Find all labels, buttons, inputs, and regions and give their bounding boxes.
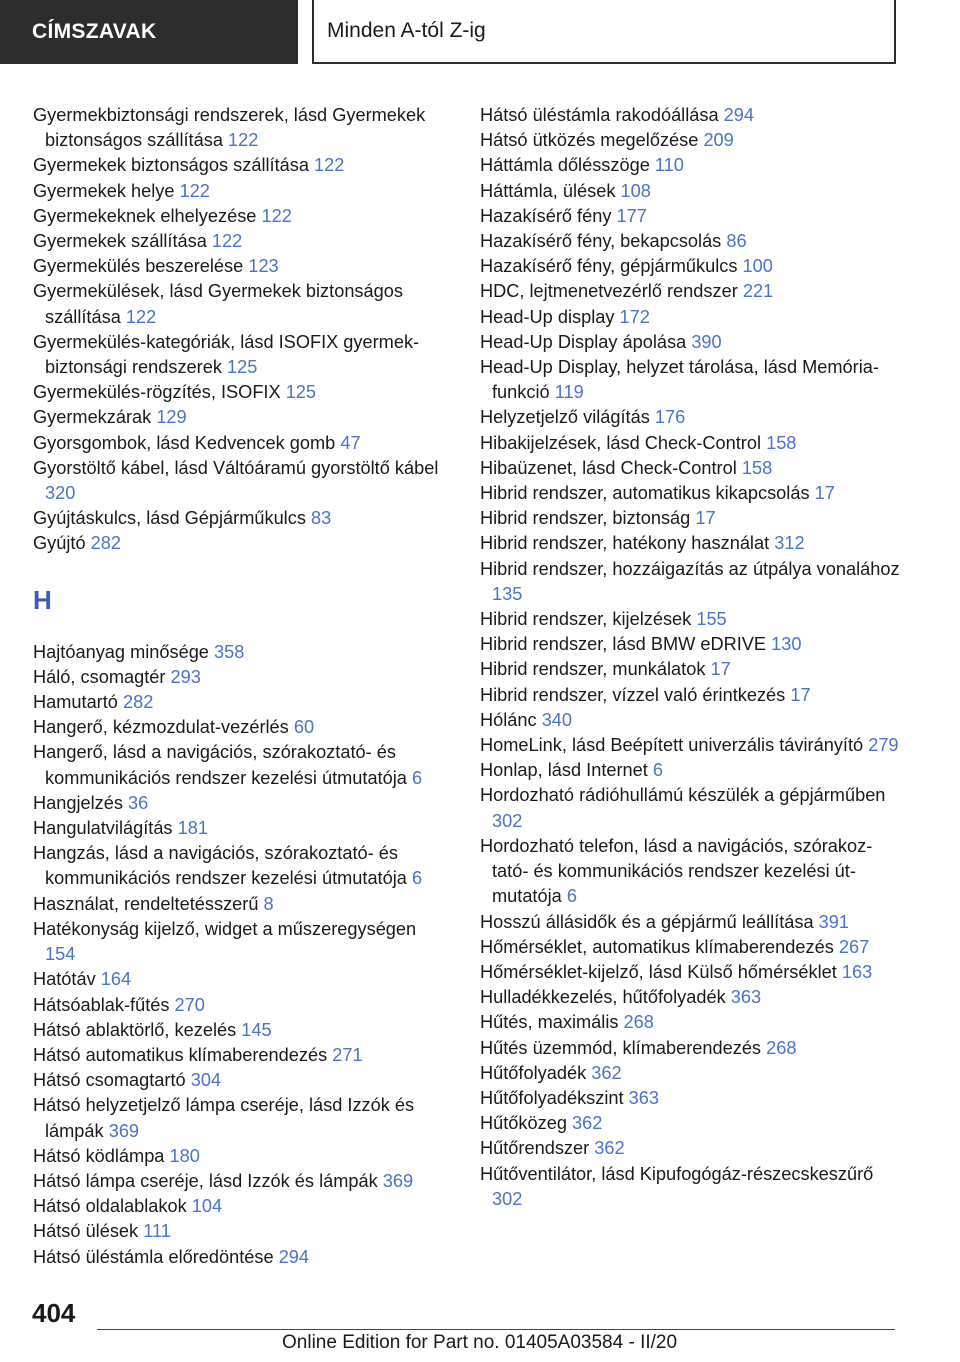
index-entry	[480, 1010, 900, 1035]
page-link[interactable]: 302	[492, 1188, 523, 1209]
index-entry-text: Hátsó üléstámla előredöntése	[33, 1246, 274, 1267]
index-entry-text: Hibrid rendszer, munkálatok	[480, 659, 706, 680]
page-link[interactable]: 363	[730, 987, 762, 1008]
index-entry	[480, 153, 900, 178]
index-entry	[480, 632, 900, 657]
page-link[interactable]: 163	[841, 961, 873, 982]
index-entry	[480, 279, 900, 304]
index-entry	[33, 967, 443, 992]
index-entry	[480, 506, 900, 531]
page-link[interactable]: 154	[45, 944, 76, 965]
index-entry-text: Hangerő, lásd a navigációs, szórakoztató- és kommunikációs rendszer kezelési útmutatója	[33, 742, 407, 788]
index-entry	[480, 985, 900, 1010]
index-entry-text: Hibrid rendszer, kijelzések	[480, 609, 692, 630]
page-link[interactable]: 181	[177, 818, 208, 839]
page-link[interactable]: 176	[654, 407, 686, 428]
index-entry-text: Hazakísérő fény, gépjárműkulcs	[480, 256, 738, 277]
page-link[interactable]: 294	[723, 105, 755, 125]
page-link[interactable]: 369	[382, 1170, 414, 1191]
index-entry-text: Gyermekek helye	[33, 180, 175, 201]
page-link[interactable]: 17	[790, 684, 811, 705]
index-entry	[480, 330, 900, 355]
page-link[interactable]: 358	[214, 641, 245, 662]
page-link[interactable]: 6	[411, 767, 423, 788]
index-entry-text: Hátsó ködlámpa	[33, 1145, 165, 1166]
index-entry	[480, 305, 900, 330]
index-entry-text: Háttámla, ülések	[480, 180, 616, 201]
index-entry	[33, 279, 443, 329]
index-entry-text: Hátsó csomagtartó	[33, 1070, 186, 1091]
index-entry-text: Gyermekülések, lásd Gyermekek biztonságos szállítása	[33, 281, 403, 327]
index-entry	[33, 1169, 443, 1194]
index-entry-text: Hibaüzenet, lásd Check-Control	[480, 457, 737, 478]
page-link[interactable]: 164	[100, 969, 132, 990]
page-link[interactable]: 8	[263, 893, 274, 914]
tab-cimszavak[interactable]	[0, 0, 298, 64]
index-entry-text: Hibakijelzések, lásd Check-Control	[480, 432, 762, 453]
index-entry	[480, 481, 900, 506]
page-link[interactable]: 122	[211, 231, 243, 252]
page-link[interactable]: 209	[703, 130, 734, 151]
tab-cimszavak-label: CÍMSZAVAK	[32, 20, 157, 43]
page-link[interactable]: 177	[616, 205, 647, 226]
index-entry-text: Hátsó ülések	[33, 1221, 139, 1242]
index-entry	[33, 431, 443, 456]
index-entry-text: Hólánc	[480, 709, 537, 730]
footer-divider	[97, 1329, 895, 1330]
index-entry	[33, 204, 443, 229]
page-link[interactable]: 6	[652, 760, 664, 781]
page-link[interactable]: 129	[156, 407, 187, 428]
page-link[interactable]: 125	[285, 382, 317, 403]
page-link[interactable]: 17	[695, 508, 716, 529]
index-entry-text: Gyújtó	[33, 533, 86, 554]
page-link[interactable]: 267	[838, 936, 870, 957]
page-link[interactable]: 125	[226, 357, 258, 378]
index-entry-text: Hibrid rendszer, vízzel való érintkezés	[480, 684, 786, 705]
index-entry	[33, 330, 443, 380]
index-entry-text: Hűtőfolyadékszint	[480, 1087, 624, 1108]
index-entry-text: Hazakísérő fény	[480, 205, 612, 226]
index-entry	[33, 1068, 443, 1093]
index-entry	[33, 740, 443, 790]
index-entry	[33, 1245, 443, 1270]
index-entry	[480, 1111, 900, 1136]
index-entry-text: Hangzás, lásd a navigációs, szórakoztató- és kommunikációs rendszer kezelési útmutatója	[33, 843, 407, 889]
index-entry	[480, 1162, 900, 1212]
index-entry	[33, 640, 443, 665]
page-link[interactable]: 362	[594, 1138, 625, 1159]
page-link[interactable]: 122	[261, 205, 292, 226]
index-entry-text: Gyermekek biztonságos szállítása	[33, 155, 309, 176]
index-entry	[480, 1061, 900, 1086]
index-entry-text: Hamutartó	[33, 692, 118, 713]
index-entry-text: Gyermekülés-kategóriák, lásd ISOFIX gyermekbiztonsági rendszerek	[33, 331, 420, 378]
index-entry-text: Hűtés, maximális	[480, 1012, 619, 1033]
index-entry	[480, 910, 900, 935]
index-entry-text: Hátsó üléstámla rakodóállása	[480, 105, 719, 125]
index-entry	[480, 128, 900, 153]
page-link[interactable]: 119	[554, 382, 584, 403]
index-entry-text: Hulladékkezelés, hűtőfolyadék	[480, 987, 726, 1008]
index-group-h	[33, 640, 443, 1270]
page-link[interactable]: 279	[868, 735, 899, 756]
index-entry	[480, 657, 900, 682]
index-entry-text: Hosszú állásidők és a gépjármű leállítása	[480, 911, 814, 932]
index-entry	[33, 380, 443, 405]
index-entry	[480, 834, 900, 910]
page-link[interactable]: 155	[696, 609, 727, 630]
index-entry-text: Hűtés üzemmód, klímaberendezés	[480, 1037, 762, 1058]
index-entry-text: Gyermekülés-rögzítés, ISOFIX	[33, 382, 281, 403]
index-column-right	[480, 103, 900, 1212]
page-link[interactable]: 108	[620, 180, 651, 201]
page-link[interactable]: 83	[310, 508, 332, 529]
index-entry-text: Hangerő, kézmozdulat-vezérlés	[33, 717, 289, 738]
page-link[interactable]: 47	[340, 432, 361, 453]
index-entry	[480, 1086, 900, 1111]
section-title: Minden A-tól Z-ig	[327, 19, 486, 42]
index-entry	[480, 557, 900, 607]
index-entry	[480, 405, 900, 430]
index-entry	[480, 960, 900, 985]
index-entry	[480, 531, 900, 556]
page-link[interactable]: 304	[190, 1070, 222, 1091]
page-link[interactable]: 122	[228, 130, 259, 151]
index-entry-text: Hatékonyság kijelző, widget a műszeregységen	[33, 918, 417, 939]
index-entry-text: Hűtőventilátor, lásd Kipufogógáz-részecskeszűrő	[480, 1163, 874, 1184]
page-link[interactable]: 130	[771, 634, 802, 655]
edition-note: Online Edition for Part no. 01405A03584 - II/20	[282, 1332, 678, 1353]
index-entry-text: Head-Up Display ápolása	[480, 331, 687, 352]
index-entry	[33, 892, 443, 917]
page-link[interactable]: 180	[169, 1145, 200, 1166]
page-link[interactable]: 135	[492, 583, 523, 604]
index-entry	[480, 935, 900, 960]
index-entry	[480, 1036, 900, 1061]
index-entry-text: Gyermekeknek elhelyezése	[33, 205, 257, 226]
index-entry	[33, 816, 443, 841]
index-entry	[33, 1219, 443, 1244]
page-link[interactable]: 111	[143, 1221, 171, 1242]
index-entry-text: Hibrid rendszer, automatikus kikapcsolás	[480, 483, 810, 504]
index-entry-text: Hőmérséklet, automatikus klímaberendezés	[480, 936, 834, 957]
index-entry	[480, 254, 900, 279]
page-number: 404	[32, 1298, 76, 1328]
index-entry-text: Háló, csomagtér	[33, 666, 166, 687]
page-link[interactable]: 86	[726, 231, 747, 252]
index-entry-text: Gyorstöltő kábel, lásd Váltóáramú gyorstöltő kábel	[33, 457, 439, 478]
index-entry	[33, 665, 443, 690]
index-entry	[480, 355, 900, 405]
page-link[interactable]: 122	[179, 180, 210, 201]
index-entry	[480, 1136, 900, 1161]
index-entry	[480, 456, 900, 481]
index-entry-text: Hátsó helyzetjelző lámpa cseréje, lásd Izzók és lámpák	[33, 1095, 415, 1141]
index-entry-text: Hátsó oldalablakok	[33, 1196, 187, 1217]
index-entry-text: Hordozható rádióhullámú készülék a gépjárműben	[480, 785, 886, 806]
index-entry-text: Gyermekbiztonsági rendszerek, lásd Gyermekek biztonságos szállítása	[33, 105, 426, 151]
page-link[interactable]: 122	[125, 306, 157, 327]
index-entry	[33, 405, 443, 430]
index-entry	[33, 993, 443, 1018]
index-entry	[33, 103, 443, 153]
page-link[interactable]: 390	[691, 331, 722, 352]
section-letter-h: H	[33, 584, 52, 615]
index-entry	[33, 229, 443, 254]
page-link[interactable]: 158	[741, 457, 773, 478]
index-entry-text: Head-Up display	[480, 306, 615, 327]
page-link[interactable]: 100	[742, 256, 773, 277]
page-link[interactable]: 122	[314, 155, 345, 176]
page-link[interactable]: 145	[241, 1019, 272, 1040]
index-entry-text: Hűtőfolyadék	[480, 1062, 587, 1083]
index-entry-text: Hűtőközeg	[480, 1113, 567, 1134]
page-link[interactable]: 312	[774, 533, 805, 554]
page-link[interactable]: 60	[293, 717, 315, 738]
index-entry-text: Hazakísérő fény, bekapcsolás	[480, 231, 722, 252]
page-link[interactable]: 268	[623, 1012, 654, 1033]
index-entry	[33, 506, 443, 531]
page-link[interactable]: 391	[818, 911, 850, 932]
page-link[interactable]: 293	[170, 666, 201, 687]
page-link[interactable]: 6	[411, 868, 423, 889]
index-group-before	[33, 103, 443, 557]
index-entry-text: HomeLink, lásd Beépített univerzális távirányító	[480, 735, 864, 756]
index-entry	[33, 254, 443, 279]
index-entry	[33, 791, 443, 816]
index-entry-text: Helyzetjelző világítás	[480, 407, 650, 428]
page-link[interactable]: 268	[766, 1037, 797, 1058]
page-link[interactable]: 294	[278, 1246, 310, 1267]
index-entry	[33, 1093, 443, 1143]
index-entry	[33, 1018, 443, 1043]
index-entry	[33, 1043, 443, 1068]
index-entry	[33, 690, 443, 715]
index-group-right	[480, 103, 900, 1212]
index-entry-text: Hangulatvilágítás	[33, 818, 173, 839]
page-link[interactable]: 158	[766, 432, 797, 453]
page-link[interactable]: 369	[108, 1120, 140, 1141]
index-entry-text: Hőmérséklet-kijelző, lásd Külső hőmérséklet	[480, 961, 837, 982]
index-entry-text: Hordozható telefon, lásd a navigációs, szórakoztató- és kommunikációs rendszer kezelési útmutatója	[480, 835, 873, 907]
page-link[interactable]: 320	[45, 483, 76, 504]
page-link[interactable]: 271	[332, 1044, 363, 1065]
index-entry	[33, 1194, 443, 1219]
index-entry-text: Hibrid rendszer, hatékony használat	[480, 533, 770, 554]
page-header	[0, 0, 960, 66]
index-entry-text: Hajtóanyag minősége	[33, 641, 209, 662]
page-link[interactable]: 17	[710, 659, 731, 680]
index-entry-text: Hátsóablak-fűtés	[33, 994, 170, 1015]
page-link[interactable]: 104	[191, 1196, 223, 1217]
page-link[interactable]: 282	[90, 533, 121, 554]
page-link[interactable]: 17	[814, 483, 835, 504]
index-entry	[480, 783, 900, 833]
index-entry	[480, 683, 900, 708]
index-entry	[480, 758, 900, 783]
index-entry	[480, 733, 900, 758]
index-entry-text: HDC, lejtmenetvezérlő rendszer	[480, 281, 738, 302]
index-entry-text: Honlap, lásd Internet	[480, 760, 648, 781]
index-entry-text: Hátsó lámpa cseréje, lásd Izzók és lámpák	[33, 1170, 378, 1191]
index-entry	[480, 229, 900, 254]
index-entry-text: Hibrid rendszer, hozzáigazítás az útpálya vonalához	[480, 558, 900, 579]
page-link[interactable]: 221	[742, 281, 774, 302]
page-link[interactable]: 282	[122, 692, 154, 713]
page-link[interactable]: 123	[248, 256, 279, 277]
index-entry-text: Hátsó ablaktörlő, kezelés	[33, 1019, 237, 1040]
page-link[interactable]: 340	[541, 709, 573, 730]
page-link[interactable]: 362	[572, 1113, 603, 1134]
page-link[interactable]: 302	[492, 810, 523, 831]
page-link[interactable]: 36	[128, 792, 149, 813]
index-entry	[33, 1144, 443, 1169]
index-entry	[33, 841, 443, 891]
index-entry-text: Head-Up Display, helyzet tárolása, lásd Memóriafunkció	[480, 357, 879, 403]
index-entry-text: Hátsó ütközés megelőzése	[480, 130, 699, 151]
index-entry	[33, 179, 443, 204]
index-entry-text: Hangjelzés	[33, 792, 123, 813]
page-link[interactable]: 6	[566, 886, 577, 907]
index-entry-text: Gyermekek szállítása	[33, 231, 207, 252]
index-entry	[480, 179, 900, 204]
index-entry-text: Hátsó automatikus klímaberendezés	[33, 1044, 328, 1065]
index-entry-text: Gyermekülés beszerelése	[33, 256, 244, 277]
index-entry-text: Hűtőrendszer	[480, 1138, 590, 1159]
index-entry-text: Használat, rendeltetésszerű	[33, 893, 259, 914]
index-entry-text: Háttámla dőlésszöge	[480, 155, 650, 176]
index-entry-text: Hibrid rendszer, biztonság	[480, 508, 691, 529]
index-entry	[480, 708, 900, 733]
index-entry	[33, 456, 443, 506]
section-title-tab	[312, 0, 896, 64]
page-link[interactable]: 362	[591, 1062, 622, 1083]
index-entry	[33, 531, 443, 556]
index-entry-text: Hibrid rendszer, lásd BMW eDRIVE	[480, 634, 767, 655]
index-entry-text: Gyorsgombok, lásd Kedvencek gomb	[33, 432, 336, 453]
index-entry-text: Gyújtáskulcs, lásd Gépjárműkulcs	[33, 508, 306, 529]
index-entry	[480, 431, 900, 456]
index-column-left	[33, 103, 443, 1270]
page-link[interactable]: 110	[654, 155, 684, 176]
index-entry	[480, 204, 900, 229]
index-entry	[480, 103, 900, 128]
page-link[interactable]: 363	[628, 1087, 659, 1108]
index-entry-text: Gyermekzárak	[33, 407, 152, 428]
page-link[interactable]: 172	[619, 306, 650, 327]
index-entry	[33, 715, 443, 740]
index-entry-text: Hatótáv	[33, 969, 96, 990]
index-entry	[480, 607, 900, 632]
page-link[interactable]: 270	[174, 994, 205, 1015]
index-entry	[33, 917, 443, 967]
index-entry	[33, 153, 443, 178]
